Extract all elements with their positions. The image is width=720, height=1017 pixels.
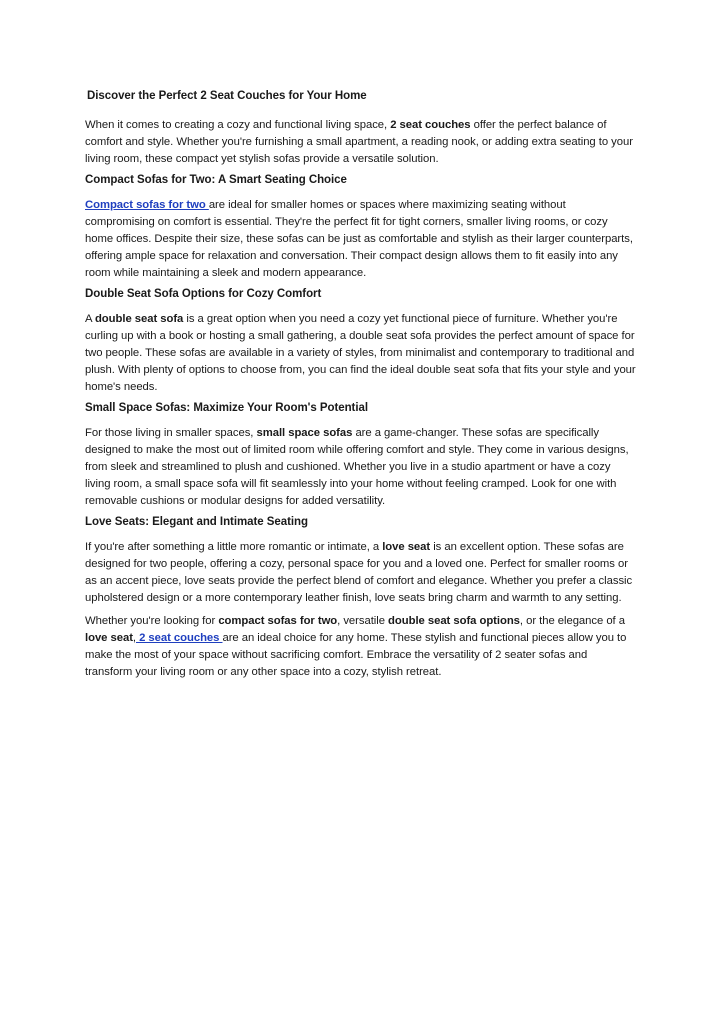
double-seat-bold-term: double seat sofa	[94, 313, 184, 325]
love-seats-text-after: is an excellent option. These sofas are designed for two people, offering a cozy, personal space for you and a loved one. Perfect for smaller rooms or as an accent piece, love seats provide the perfect blend of comfort and elegance. Whether you prefer a classic upholstered design or a more contemporary leather finish, love seats bring charm and warmth to any setting.	[85, 541, 633, 604]
two-seat-couches-link[interactable]: 2 seat couches	[136, 632, 223, 644]
closing-text-3: , or the elegance of a	[519, 615, 625, 627]
double-seat-text-before: A	[85, 313, 95, 325]
closing-paragraph	[85, 613, 637, 681]
small-space-bold-term: small space sofas	[256, 427, 353, 439]
intro-text-before: When it comes to creating a cozy and functional living space,	[85, 119, 391, 131]
intro-bold-term: 2 seat couches	[390, 119, 471, 131]
intro-text-after: offer the perfect balance of comfort and style. Whether you're furnishing a small apartment, a reading nook, or adding extra seating to your living room, these compact yet stylish sofas provide a versatile solution.	[85, 119, 633, 165]
section-paragraph-double-seat	[85, 311, 637, 396]
intro-paragraph	[85, 117, 637, 168]
double-seat-text-after: is a great option when you need a cozy yet functional piece of furniture. Whether you're curling up with a book or hosting a small gathering, a double seat sofa provides the perfect amount of space for two people. These sofas are available in a variety of styles, from minimalist and contemporary to traditional and plush. With plenty of options to choose from, you can find the ideal double seat sofa that fits your style and your home's needs.	[85, 313, 636, 393]
small-space-text-after: are a game-changer. These sofas are specifically designed to make the most out of limited room while offering comfort and style. They come in various designs, from sleek and streamlined to plush and cushioned. Whether you live in a studio apartment or have a cozy living room, a small space sofa will fit seamlessly into your home without feeling cramped. Look for one with removable cushions or modular designs for added versatility.	[85, 427, 629, 507]
closing-bold-1: compact sofas for two	[218, 615, 338, 627]
document-page	[85, 88, 637, 681]
section-paragraph-compact-sofas	[85, 197, 637, 282]
closing-bold-3: love seat	[85, 632, 133, 644]
love-seats-bold-term: love seat	[382, 541, 431, 553]
document-title: Discover the Perfect 2 Seat Couches for Your Home	[87, 90, 367, 102]
section-paragraph-love-seats	[85, 539, 637, 607]
closing-text-1: Whether you're looking for	[85, 615, 219, 627]
compact-sofas-text: are ideal for smaller homes or spaces where maximizing seating without compromising on comfort is essential. They're the perfect fit for tight corners, smaller living rooms, or cozy home offices. Despite their size, these sofas can be just as comfortable and stylish as their larger counterparts, offering ample space for relaxation and conversation. Their compact design allows them to fit easily into any room while maintaining a sleek and modern appearance.	[85, 199, 633, 279]
closing-text-2: , versatile	[337, 615, 389, 627]
closing-bold-2: double seat sofa options	[388, 615, 520, 627]
section-paragraph-small-space	[85, 425, 637, 510]
closing-text-4: ,	[132, 632, 136, 644]
small-space-text-before: For those living in smaller spaces,	[85, 427, 257, 439]
section-heading-small-space: Small Space Sofas: Maximize Your Room's Potential	[85, 402, 368, 414]
closing-text-5: are an ideal choice for any home. These stylish and functional pieces allow you to make the most of your space without sacrificing comfort. Embrace the versatility of 2 seater sofas and transform your living room or any other space into a cozy, stylish retreat.	[85, 632, 627, 678]
section-heading-double-seat: Double Seat Sofa Options for Cozy Comfort	[85, 288, 322, 300]
compact-sofas-link[interactable]: Compact sofas for two	[85, 199, 209, 211]
love-seats-text-before: If you're after something a little more romantic or intimate, a	[85, 541, 383, 553]
section-heading-love-seats: Love Seats: Elegant and Intimate Seating	[85, 516, 308, 528]
section-heading-compact-sofas: Compact Sofas for Two: A Smart Seating Choice	[85, 174, 347, 186]
